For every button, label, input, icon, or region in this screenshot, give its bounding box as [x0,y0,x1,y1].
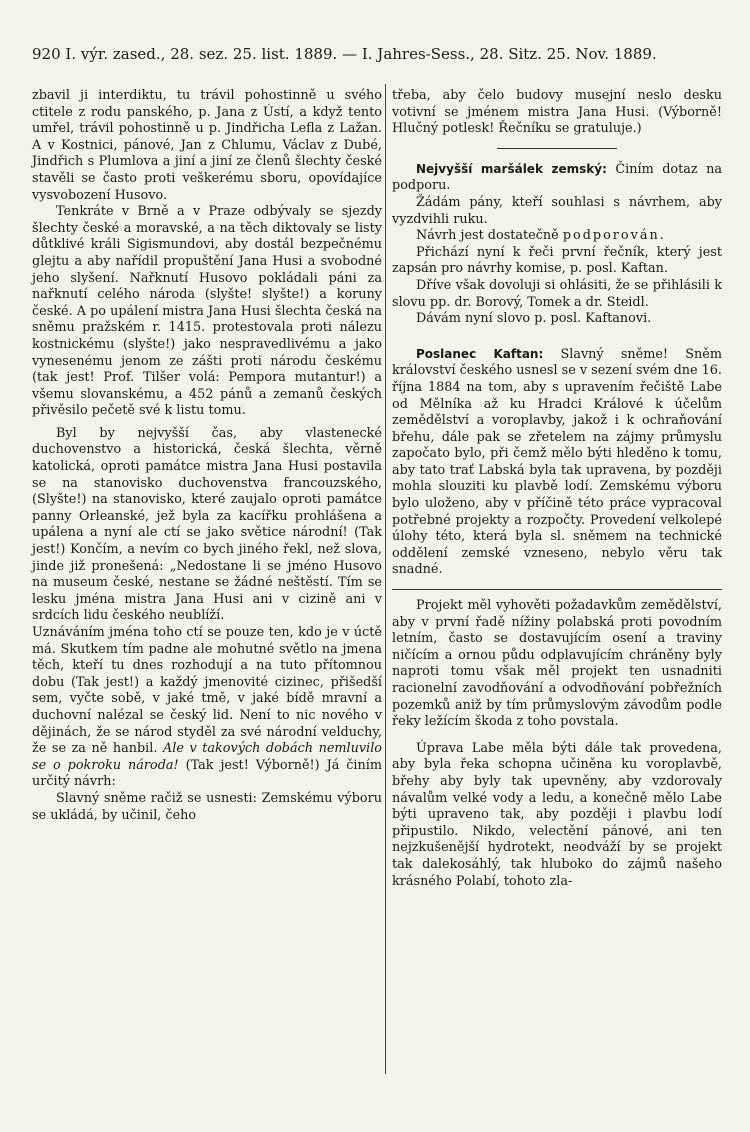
header-dash: — [342,45,358,63]
column-separator [385,84,386,1074]
spacer [392,328,722,346]
right-paragraph-5: Přichází nyní k řeči první řečník, který jest zapsán pro návrhy komise, p. posl. Kaftan. [392,244,722,277]
separator-rule-2 [392,589,722,590]
right-paragraph-4-spaced: podporován. [562,228,666,244]
right-paragraph-1: třeba, aby čelo budovy musejní neslo desku votivní se jménem mistra Jana Husi. (Výborně! Hlučný potlesk! Řečníku se gratuluje.) [392,88,722,137]
page-header [32,44,712,64]
speaker-marshal: Nejvyšší maršálek zemský: [416,161,607,176]
right-paragraph-4-text: Návrh jest dostatečně [416,228,559,244]
right-paragraph-7: Dávám nyní slovo p. posl. Kaftanovi. [416,311,652,327]
page-number: 920 [32,45,61,63]
speaker-kaftan: Poslanec Kaftan: [416,346,544,361]
right-paragraph-8 [392,346,722,579]
left-paragraph-4-italic: Ale v takových dobách nemluvilo se o pokroku národa! [32,741,382,773]
right-paragraph-9: Projekt měl vyhověti požadavkům zemědělství, aby v první řadě nížiny polabská proti povodním letním, často se dostavujícím osení a traviny ničícím a ornou půdu odplavujícím chráněny byly naproti tomu však měl projekt ten usnadniti racionelní zavodňování a odvodňování pobřežních pozemků aniž by tím průmyslovým závodům podle řeky ležícím škoda z toho povstala. [392,598,722,730]
left-paragraph-5: Slavný sněme račiž se usnesti: Zemskému výboru se ukládá, by učinil, čeho [32,790,382,823]
right-paragraph-3: Žádám pány, kteří souhlasi s návrhem, aby vyzdvihli ruku. [392,194,722,227]
right-paragraph-8-text: Slavný sněme! Sněm království českého usnesl se v sezení svém dne 16. října 1884 na tom, aby s upravením řečiště Labe od Mělníka až ku Hradci Králové k účelům zemědělství a voroplavby, jakož i k ochraňování břehu, dále pak se zřetelem na zájmy průmyslu započato bylo, při čemž mělo býti hleděno k tomu, aby tato trať Labská byla tak upravena, by později mohla slouziti ku plavbě lodí. Zemskému výboru bylo uloženo, aby v příčině této práce vypracoval potřebné projekty a rozpočty. Provedení velkolepé úlohy této, která byla sl. sněmem na technické oddělení zemské vzneseno, nebylo věru tak snadné. [392,346,722,578]
left-paragraph-4-end: (Tak jest! Výborně!) Já činím určitý návrh: [32,757,382,790]
right-paragraph-2 [392,161,722,195]
right-paragraph-10: Úprava Labe měla býti dále tak provedena, aby byla řeka schopna učiněna ku voroplavbě, břehy aby byly tak upevněny, aby vzdorovaly návalům velké vody a ledu, a konečně mělo Labe býti upraveno tak, aby později i plavbu lodí připustilo. Nikdo, velectění pánové, ani ten nejzkušenější hydrotekt, neodváží by se projekt tak dalekosáhlý, tak hluboko do zájmů našeho krásného Polabí, tohoto zla- [392,740,722,889]
right-paragraph-2-text: Činím dotaz na podporu. [392,161,722,194]
left-column [32,88,382,824]
right-column [392,88,722,890]
left-paragraph-4 [32,625,382,791]
header-title-czech: I. výr. zased., 28. sez. 25. list. 1889. [65,45,338,63]
header-title-german: I. Jahres-Sess., 28. Sitz. 25. Nov. 1889. [361,45,657,63]
left-paragraph-3: Byl by nejvyšší čas, aby vlastenecké duchovenstvo a historická, česká šlechta, věrně katolická, oproti památce mistra Jana Husi postavila se na stanovisko duchovenstva francouzského, (Slyšte!) na stanovisko, které zaujalo oproti památce panny Orleanské, jež byla za kacířku prohlášena a upálena a nyní ale ctí se jako světice národní! (Tak jest!) Končím, a nevím co bych jiného řekl, než slova, jinde již pronešená: „Nedostane li se jméno Husovo na museum české, nestane se žádné neštěstí. Tím se lesku jména mistra Jana Husi ani v cizině ani v srdcích lidu českého neublíží. [32,425,382,624]
right-paragraph-4 [392,228,722,245]
right-paragraph-6: Dříve však dovoluji si ohlásiti, že se přihlásili k slovu pp. dr. Borový, Tomek a dr. Steidl. [392,277,722,310]
left-paragraph-2: Tenkráte v Brně a v Praze odbývaly se sjezdy šlechty české a moravské, a na těch diktovaly se listy důtklivé králi Sigismundovi, aby dostál bezpečnému glejtu a aby nařídil propuštění Jana Husi a svobodné jeho slyšení. Nařknutí Husovo pokládali páni za nařknutí celého národa (slyšte! slyšte!) a koruny české. A po upálení mistra Jana Husi šlechta česká na sněmu pražském r. 1415. protestovala proti nálezu kostnickému (slyšte!) jako nespravedlivému a jako vynesenému jenom ze zášti proti národu českému (tak jest! Prof. Tilšer volá: Pempora mutantur!) a všemu slovanskému, a 452 pánů a zemanů českých přivěsilo pečetě své k listu tomu. [32,204,382,419]
left-paragraph-1: zbavil ji interdiktu, tu trávil pohostinně u svého ctitele z rodu panského, p. Jana z Ústí, a když tento umřel, trávil pohostinně u p. Jindřicha Lefla z Lažan. A v Kostnici, pánové, Jan z Chlumu, Václav z Dubé, Jindřich s Plumlova a jiní a jiní ze členů šlechty české stavěli se často proti veškerému sboru, opovídajíce vysvobození Husovo. [32,88,382,203]
separator-rule-1 [497,148,617,149]
left-paragraph-4-text: Uznáváním jména toho ctí se pouze ten, kdo je v úctě má. Skutkem tím padne ale mohutné světlo na jmena těch, kteří tu dnes rozhodují a na tuto přítomnou dobu (Tak jest!) a každý jmenovité cizinec, přišedší sem, vyčte sobě, v jaké tmě, v jaké bídě mravní a duchovní nalézal se český lid. Není to nic nového v dějinách, že se národ styděl za své národní velduchy, že se za ně hanbil. [32,625,382,757]
